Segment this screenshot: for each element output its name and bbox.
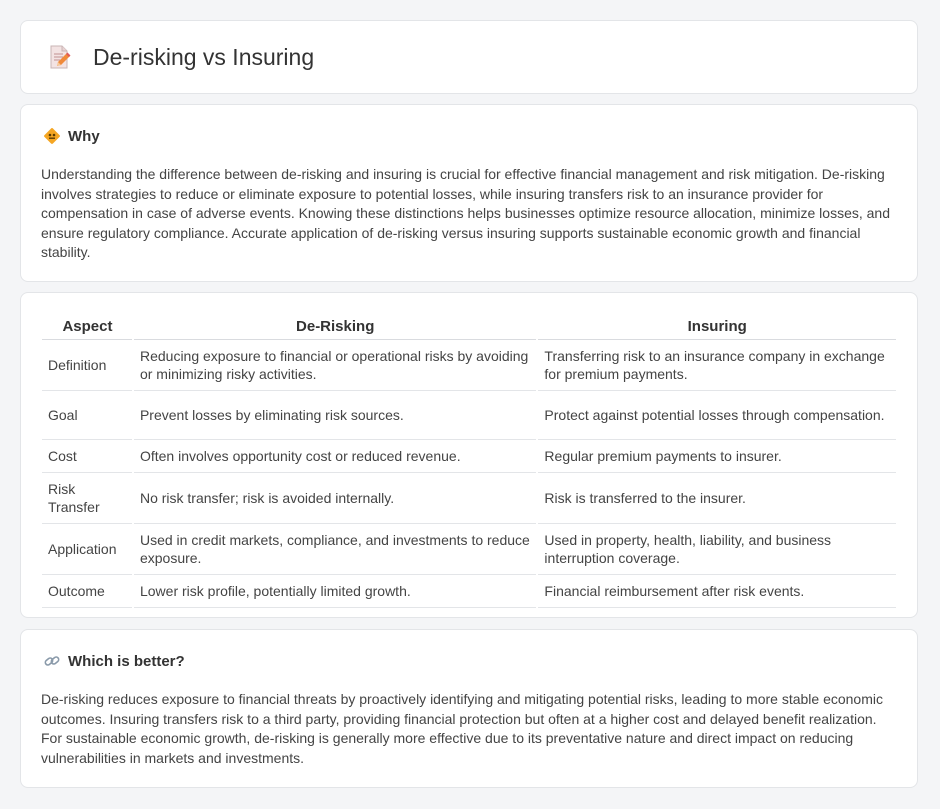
- better-section: [20, 629, 918, 788]
- cell-derisking: Often involves opportunity cost or reduced revenue.: [133, 440, 537, 473]
- why-text: Understanding the difference between de-risking and insuring is crucial for effective financial management and risk mitigation. De-risking involves strategies to reduce or eliminate exposure to potential losses, while insuring transfers risk to an insurance provider for compensation in case of adverse events. Knowing these distinctions helps businesses optimize resource allocation, minimize losses, and ensure regulatory compliance. Accurate application of de-risking versus insuring supports sustainable economic growth and financial stability.: [41, 166, 891, 261]
- better-title: Which is better?: [68, 652, 185, 670]
- cell-aspect: Risk Transfer: [42, 473, 133, 524]
- header-derisking: De-Risking: [133, 315, 537, 340]
- header-card: [20, 20, 918, 94]
- cell-aspect: Goal: [42, 391, 133, 440]
- cell-aspect: Outcome: [42, 575, 133, 608]
- table-row: [42, 473, 897, 524]
- table-row: [42, 440, 897, 473]
- header-aspect: Aspect: [42, 315, 133, 340]
- comparison-table: [42, 315, 898, 608]
- cell-aspect: Cost: [42, 440, 133, 473]
- cell-derisking: Lower risk profile, potentially limited growth.: [133, 575, 537, 608]
- table-row: [42, 340, 897, 391]
- cell-derisking: Prevent losses by eliminating risk sources.: [133, 391, 537, 440]
- cell-aspect: Application: [42, 524, 133, 575]
- cell-aspect: Definition: [42, 340, 133, 391]
- cell-derisking: Used in credit markets, compliance, and investments to reduce exposure.: [133, 524, 537, 575]
- cell-insuring: Transferring risk to an insurance company in exchange for premium payments.: [537, 340, 897, 391]
- why-section: [20, 104, 918, 282]
- document-pencil-icon: [45, 43, 73, 71]
- diamond-warning-icon: [43, 127, 61, 145]
- table-row: [42, 524, 897, 575]
- better-text: De-risking reduces exposure to financial threats by proactively identifying and mitigating potential risks, leading to more stable economic outcomes. Insuring transfers risk to a third party, providing financial protection but often at a higher cost and delayed benefit realization. For sustainable economic growth, de-risking is generally more effective due to its preventative nature and direct impact on reducing vulnerabilities in markets and investments.: [41, 691, 883, 766]
- comparison-section: [20, 292, 918, 618]
- link-icon: [43, 652, 61, 670]
- cell-insuring: Used in property, health, liability, and business interruption coverage.: [537, 524, 897, 575]
- cell-derisking: Reducing exposure to financial or operational risks by avoiding or minimizing risky activities.: [133, 340, 537, 391]
- cell-insuring: Protect against potential losses through compensation.: [537, 391, 897, 440]
- table-header-row: [42, 315, 897, 340]
- cell-derisking: No risk transfer; risk is avoided internally.: [133, 473, 537, 524]
- cell-insuring: Regular premium payments to insurer.: [537, 440, 897, 473]
- table-row: [42, 575, 897, 608]
- cell-insuring: Risk is transferred to the insurer.: [537, 473, 897, 524]
- why-title: Why: [68, 127, 100, 145]
- cell-insuring: Financial reimbursement after risk events.: [537, 575, 897, 608]
- page-title: De-risking vs Insuring: [93, 43, 315, 70]
- header-insuring: Insuring: [537, 315, 897, 340]
- table-row: [42, 391, 897, 440]
